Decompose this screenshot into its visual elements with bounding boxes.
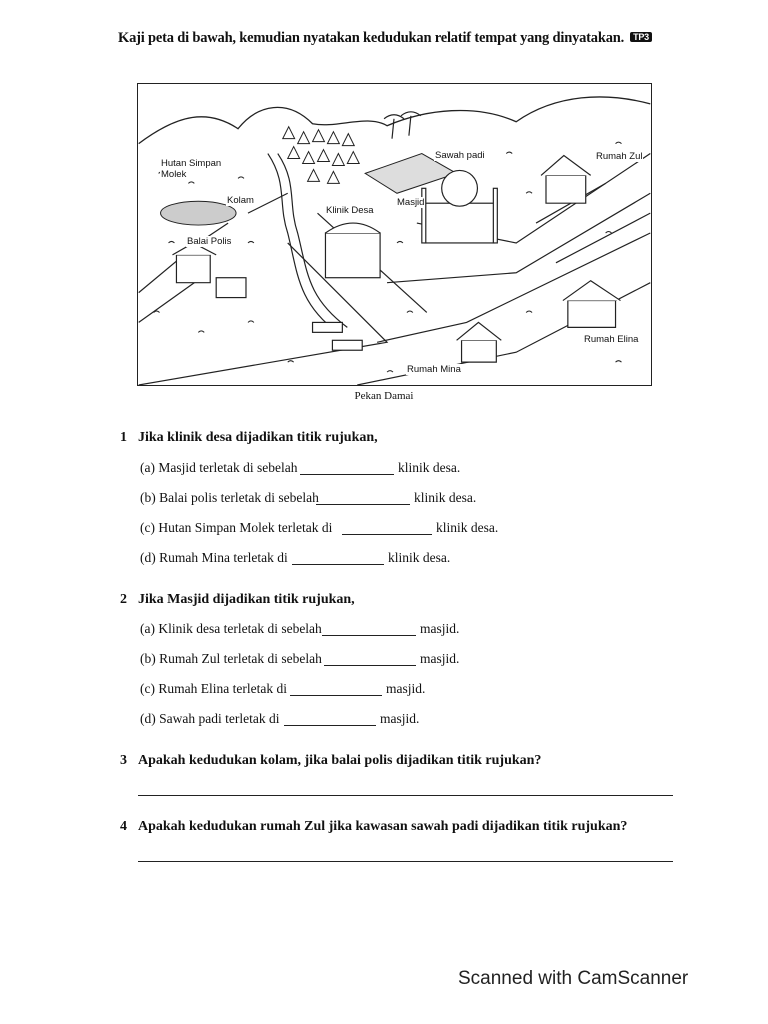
tp-badge: TP3 <box>630 32 652 42</box>
question-1d <box>140 550 288 566</box>
question-1a-tail: klinik desa. <box>398 460 461 475</box>
mountains <box>139 97 651 144</box>
village-map <box>137 83 652 386</box>
question-text: Jika klinik desa dijadikan titik rujukan, <box>138 430 378 445</box>
bridge-1 <box>313 322 343 332</box>
label-hutan-simpan-molek: Hutan Simpan Molek <box>161 158 222 180</box>
question-number: 1 <box>120 430 127 445</box>
label-sawah-padi: Sawah padi <box>435 150 485 161</box>
house-zul <box>541 156 591 204</box>
question-1c <box>140 520 332 536</box>
sub-text: Hutan Simpan Molek terletak di <box>158 520 333 535</box>
question-2c-tail: masjid. <box>386 681 426 696</box>
answer-blank-1c[interactable] <box>342 534 432 535</box>
label-rumah-elina: Rumah Elina <box>584 334 639 345</box>
answer-blank-1d[interactable] <box>292 564 384 565</box>
question-2b-tail: masjid. <box>420 651 460 666</box>
question-text: Apakah kedudukan rumah Zul jika kawasan sawah padi dijadikan titik rujukan? <box>138 819 628 834</box>
answer-blank-1a[interactable] <box>300 474 394 475</box>
sub-text: Klinik desa terletak di sebelah <box>158 621 322 636</box>
label-rumah-mina: Rumah Mina <box>407 364 461 375</box>
sub-text: Masjid terletak di sebelah <box>158 460 298 475</box>
label-rumah-zul: Rumah Zul <box>596 151 643 162</box>
question-4 <box>120 819 627 835</box>
question-3 <box>120 753 541 769</box>
bridge-2 <box>332 340 362 350</box>
answer-line-4[interactable] <box>138 861 673 862</box>
sub-label: (d) <box>140 711 156 726</box>
answer-blank-2d[interactable] <box>284 725 376 726</box>
question-1 <box>120 430 378 446</box>
sub-label: (a) <box>140 621 155 636</box>
house-elina <box>563 281 621 328</box>
label-kolam: Kolam <box>227 195 254 206</box>
forest-trees <box>283 127 359 184</box>
question-2c <box>140 681 287 697</box>
answer-blank-2a[interactable] <box>322 635 416 636</box>
clinic <box>325 223 380 278</box>
question-2d <box>140 711 279 727</box>
sub-text: Rumah Elina terletak di <box>158 681 287 696</box>
question-2 <box>120 592 355 608</box>
question-number: 2 <box>120 592 127 607</box>
instruction-text: Kaji peta di bawah, kemudian nyatakan kedudukan relatif tempat yang dinyatakan. <box>118 30 625 46</box>
question-2b <box>140 651 322 667</box>
question-text: Apakah kedudukan kolam, jika balai polis dijadikan titik rujukan? <box>138 753 542 768</box>
pond <box>161 201 236 225</box>
sub-text: Balai polis terletak di sebelah <box>159 490 319 505</box>
sub-label: (b) <box>140 490 156 505</box>
question-1a <box>140 460 297 476</box>
answer-line-3[interactable] <box>138 795 673 796</box>
sub-label: (a) <box>140 460 155 475</box>
sub-label: (b) <box>140 651 156 666</box>
house-mina <box>457 322 502 362</box>
question-2a-tail: masjid. <box>420 621 460 636</box>
sub-text: Rumah Mina terletak di <box>159 550 288 565</box>
answer-blank-2c[interactable] <box>290 695 382 696</box>
sub-label: (c) <box>140 681 155 696</box>
sub-text: Sawah padi terletak di <box>159 711 280 726</box>
question-1b-tail: klinik desa. <box>414 490 477 505</box>
question-number: 3 <box>120 753 127 768</box>
question-text: Jika Masjid dijadikan titik rujukan, <box>138 592 355 607</box>
question-1d-tail: klinik desa. <box>388 550 451 565</box>
map-drawing <box>138 84 651 385</box>
question-2a <box>140 621 322 637</box>
question-number: 4 <box>120 819 127 834</box>
instruction-heading <box>118 30 678 47</box>
question-1c-tail: klinik desa. <box>436 520 499 535</box>
answer-blank-2b[interactable] <box>324 665 416 666</box>
sub-label: (c) <box>140 520 155 535</box>
sub-label: (d) <box>140 550 156 565</box>
question-1b <box>140 490 319 506</box>
label-masjid: Masjid <box>397 197 425 208</box>
sub-text: Rumah Zul terletak di sebelah <box>159 651 322 666</box>
police-station <box>172 243 246 298</box>
map-caption: Pekan Damai <box>354 390 414 402</box>
label-balai-polis: Balai Polis <box>187 236 232 247</box>
camscanner-watermark: Scanned with CamScanner <box>458 968 689 989</box>
answer-blank-1b[interactable] <box>316 504 410 505</box>
question-2d-tail: masjid. <box>380 711 420 726</box>
label-klinik-desa: Klinik Desa <box>326 205 374 216</box>
